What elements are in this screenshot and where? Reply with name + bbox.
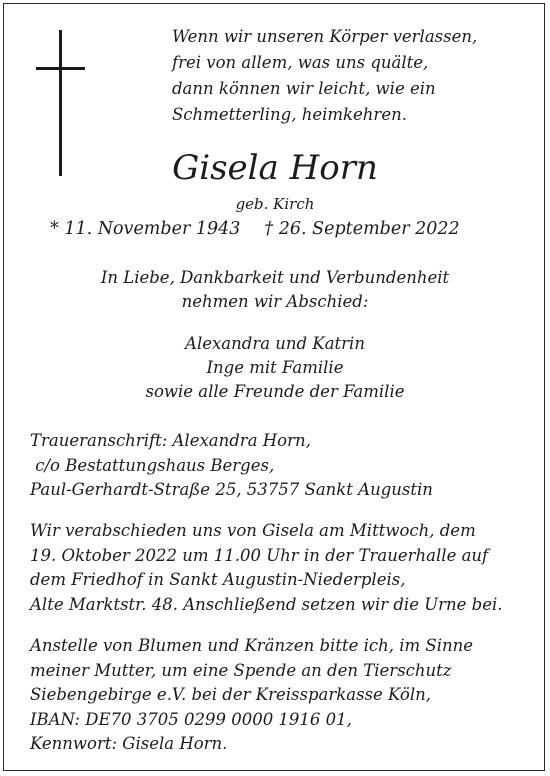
- donation-line: Anstelle von Blumen und Kränzen bitte ich, im Sinne: [30, 636, 473, 655]
- birth-name: geb. Kirch: [235, 195, 315, 213]
- mourner-line: sowie alle Freunde der Familie: [145, 382, 405, 401]
- poem-line: dann können wir leicht, wie ein: [172, 79, 436, 98]
- death-date: † 26. September 2022: [264, 219, 460, 239]
- poem-line: frei von allem, was uns quälte,: [172, 53, 429, 72]
- poem: [172, 24, 477, 128]
- birth-date: * 11. November 1943: [50, 219, 241, 239]
- cross-horizontal-bar: [36, 67, 85, 70]
- poem-line: Wenn wir unseren Körper verlassen,: [172, 27, 478, 46]
- donation-line: IBAN: DE70 3705 0299 0000 1916 01,: [30, 709, 352, 729]
- address-line: c/o Bestattungshaus Berges,: [30, 455, 275, 475]
- deceased-name: Gisela Horn: [172, 148, 378, 188]
- life-dates: [50, 216, 460, 242]
- service-line: Wir verabschieden uns von Gisela am Mittwoch, dem: [30, 521, 476, 540]
- farewell-line: In Liebe, Dankbarkeit und Verbundenheit: [100, 268, 450, 287]
- donation-line: Kennwort: Gisela Horn.: [30, 734, 228, 753]
- farewell-line: nehmen wir Abschied:: [181, 292, 369, 311]
- donation-line: Siebengebirge e.V. bei der Kreissparkasse Köln,: [30, 685, 431, 704]
- farewell-text: [0, 266, 550, 314]
- address-line: Paul-Gerhardt-Straße 25, 53757 Sankt Augustin: [30, 480, 433, 499]
- service-line: 19. Oktober 2022 um 11.00 Uhr in der Trauerhalle auf: [30, 545, 489, 565]
- mourner-line: Alexandra und Katrin: [185, 334, 365, 353]
- service-line: dem Friedhof in Sankt Augustin-Niederpleis,: [30, 570, 406, 589]
- poem-line: Schmetterling, heimkehren.: [172, 105, 407, 124]
- mourning-address: [30, 429, 433, 503]
- address-line: Traueranschrift: Alexandra Horn,: [30, 431, 311, 450]
- mourner-line: Inge mit Familie: [206, 358, 344, 377]
- donation-line: meiner Mutter, um eine Spende an den Tierschutz: [30, 660, 452, 680]
- funeral-service-text: [30, 519, 503, 617]
- donation-request: [30, 634, 473, 757]
- mourners-list: [0, 332, 550, 404]
- service-line: Alte Marktstr. 48. Anschließend setzen wir die Urne bei.: [30, 594, 503, 614]
